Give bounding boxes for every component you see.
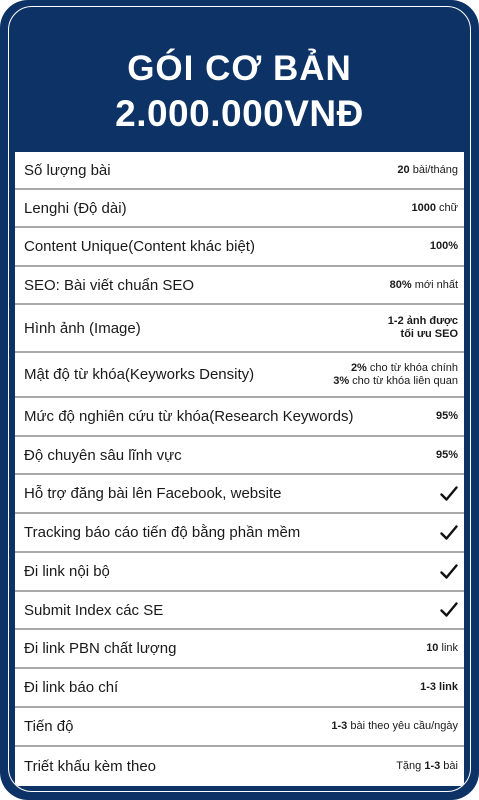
feature-label: Tiến độ bbox=[24, 718, 74, 735]
feature-value: 1-2 ảnh được tối ưu SEO bbox=[387, 315, 458, 340]
feature-label: Triết khấu kèm theo bbox=[24, 758, 157, 775]
feature-row bbox=[15, 514, 464, 551]
checkmark-icon bbox=[440, 486, 458, 502]
feature-row bbox=[15, 553, 464, 590]
feature-row bbox=[15, 152, 464, 188]
feature-table bbox=[15, 152, 464, 786]
feature-value: 80% mới nhất bbox=[389, 278, 458, 291]
feature-label: Đi link báo chí bbox=[24, 679, 119, 696]
feature-value: 95% bbox=[435, 410, 458, 422]
package-price: 2.000.000VNĐ bbox=[115, 93, 364, 134]
feature-row bbox=[15, 592, 464, 628]
feature-row bbox=[15, 305, 464, 351]
feature-row bbox=[15, 267, 464, 303]
feature-label: Độ chuyên sâu lĩnh vực bbox=[24, 446, 182, 464]
pricing-card-inner bbox=[8, 6, 471, 792]
feature-value: 2% cho từ khóa chính 3% cho từ khóa liên quan bbox=[333, 361, 458, 387]
feature-label: SEO: Bài viết chuẩn SEO bbox=[24, 276, 195, 294]
feature-value: 1-3 bài theo yêu cầu/ngày bbox=[331, 720, 458, 732]
feature-row bbox=[15, 747, 464, 786]
feature-label: Đi link PBN chất lượng bbox=[24, 640, 177, 657]
feature-label: Đi link nội bộ bbox=[24, 563, 110, 580]
feature-label: Mật độ từ khóa(Keyworks Density) bbox=[24, 366, 255, 383]
feature-row bbox=[15, 228, 464, 265]
pricing-header bbox=[9, 7, 470, 147]
package-title: GÓI CƠ BẢN bbox=[127, 49, 352, 88]
feature-row bbox=[15, 398, 464, 435]
feature-label: Mức độ nghiên cứu từ khóa(Research Keywords) bbox=[24, 408, 354, 425]
feature-label: Hình ảnh (Image) bbox=[24, 319, 141, 337]
feature-row bbox=[15, 437, 464, 473]
feature-value: Tặng 1-3 bài bbox=[396, 760, 458, 772]
feature-row bbox=[15, 190, 464, 226]
feature-label: Content Unique(Content khác biệt) bbox=[24, 238, 255, 255]
feature-label: Hỗ trợ đăng bài lên Facebook, website bbox=[24, 485, 282, 502]
feature-row bbox=[15, 708, 464, 745]
feature-value: 95% bbox=[435, 448, 458, 461]
feature-row bbox=[15, 669, 464, 706]
feature-value: 1000 chữ bbox=[411, 201, 458, 214]
checkmark-icon bbox=[440, 564, 458, 580]
feature-label: Số lượng bài bbox=[24, 161, 111, 179]
feature-row bbox=[15, 475, 464, 512]
checkmark-icon bbox=[440, 602, 458, 618]
feature-value: 10 link bbox=[426, 642, 458, 654]
feature-value: 100% bbox=[429, 240, 458, 252]
feature-row bbox=[15, 630, 464, 667]
feature-label: Submit Index các SE bbox=[24, 601, 164, 619]
feature-value: 20 bài/tháng bbox=[397, 163, 458, 176]
feature-row bbox=[15, 353, 464, 396]
feature-value: 1-3 link bbox=[420, 681, 458, 693]
feature-label: Tracking báo cáo tiến độ bằng phần mềm bbox=[24, 524, 301, 541]
feature-label: Lenghi (Độ dài) bbox=[24, 199, 127, 217]
checkmark-icon bbox=[440, 525, 458, 541]
